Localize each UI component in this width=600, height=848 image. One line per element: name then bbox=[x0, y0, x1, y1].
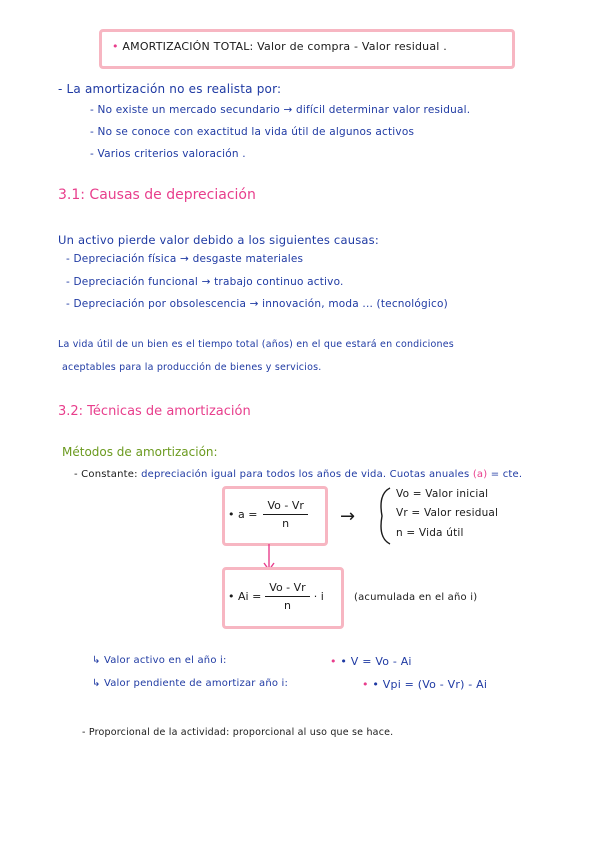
bullet-dot: • bbox=[112, 40, 119, 53]
active-value-label: ↳ Valor activo en el año i: bbox=[92, 655, 227, 666]
accumulated-note: (acumulada en el año i) bbox=[354, 592, 478, 603]
legend-residual-value: Vr = Valor residual bbox=[396, 507, 499, 519]
cause-obsolescence: - Depreciación por obsolescencia → innovación, moda ... (tecnológico) bbox=[66, 298, 448, 310]
arrow-to-legend: → bbox=[340, 506, 356, 527]
intro-item-3: - Varios criterios valoración . bbox=[90, 148, 246, 160]
total-amortization-definition: • AMORTIZACIÓN TOTAL: Valor de compra - Valor residual . bbox=[112, 40, 447, 53]
intro-item-2: - No se conoce con exactitud la vida útil de algunos activos bbox=[90, 126, 415, 138]
formula-quota: • a = $\frac{Vo - Vr}{n}$ bbox=[228, 494, 308, 534]
section-3-1-lead: Un activo pierde valor debido a los siguientes causas: bbox=[58, 233, 379, 247]
cause-functional: - Depreciación funcional → trabajo continuo activo. bbox=[66, 276, 344, 288]
intro-item-1: - No existe un mercado secundario → difícil determinar valor residual. bbox=[90, 104, 471, 116]
constant-method: - Constante: depreciación igual para todos los años de vida. Cuotas anuales (a) = cte. bbox=[74, 469, 523, 480]
intro-title: - La amortización no es realista por: bbox=[58, 82, 282, 96]
cause-physical: - Depreciación física → desgaste materiales bbox=[66, 253, 304, 265]
legend-brace bbox=[372, 486, 394, 546]
section-3-1-title: 3.1: Causas de depreciación bbox=[58, 187, 256, 203]
accumulated-fraction: $\frac{Vo - Vr}{n}$ bbox=[265, 581, 309, 612]
quota-fraction: $\frac{Vo - Vr}{n}$ bbox=[263, 499, 307, 530]
proportional-method: - Proporcional de la actividad: proporcional al uso que se hace. bbox=[82, 727, 394, 738]
active-value-formula: • • V = Vo - Ai bbox=[330, 655, 412, 668]
methods-subtitle: Métodos de amortización: bbox=[62, 445, 218, 459]
useful-life-definition-line1: La vida útil de un bien es el tiempo total (años) en el que estará en condiciones bbox=[58, 339, 454, 350]
section-3-2-title: 3.2: Técnicas de amortización bbox=[58, 404, 251, 419]
formula-accumulated: • Ai = $\frac{Vo - Vr}{n}$ · i bbox=[228, 580, 324, 612]
legend-useful-life: n = Vida útil bbox=[396, 527, 464, 539]
legend-initial-value: Vo = Valor inicial bbox=[396, 488, 489, 500]
useful-life-definition-line2: aceptables para la producción de bienes y servicios. bbox=[62, 362, 322, 373]
pending-value-label: ↳ Valor pendiente de amortizar año i: bbox=[92, 678, 289, 689]
pending-value-formula: • • Vpi = (Vo - Vr) - Ai bbox=[362, 678, 488, 691]
